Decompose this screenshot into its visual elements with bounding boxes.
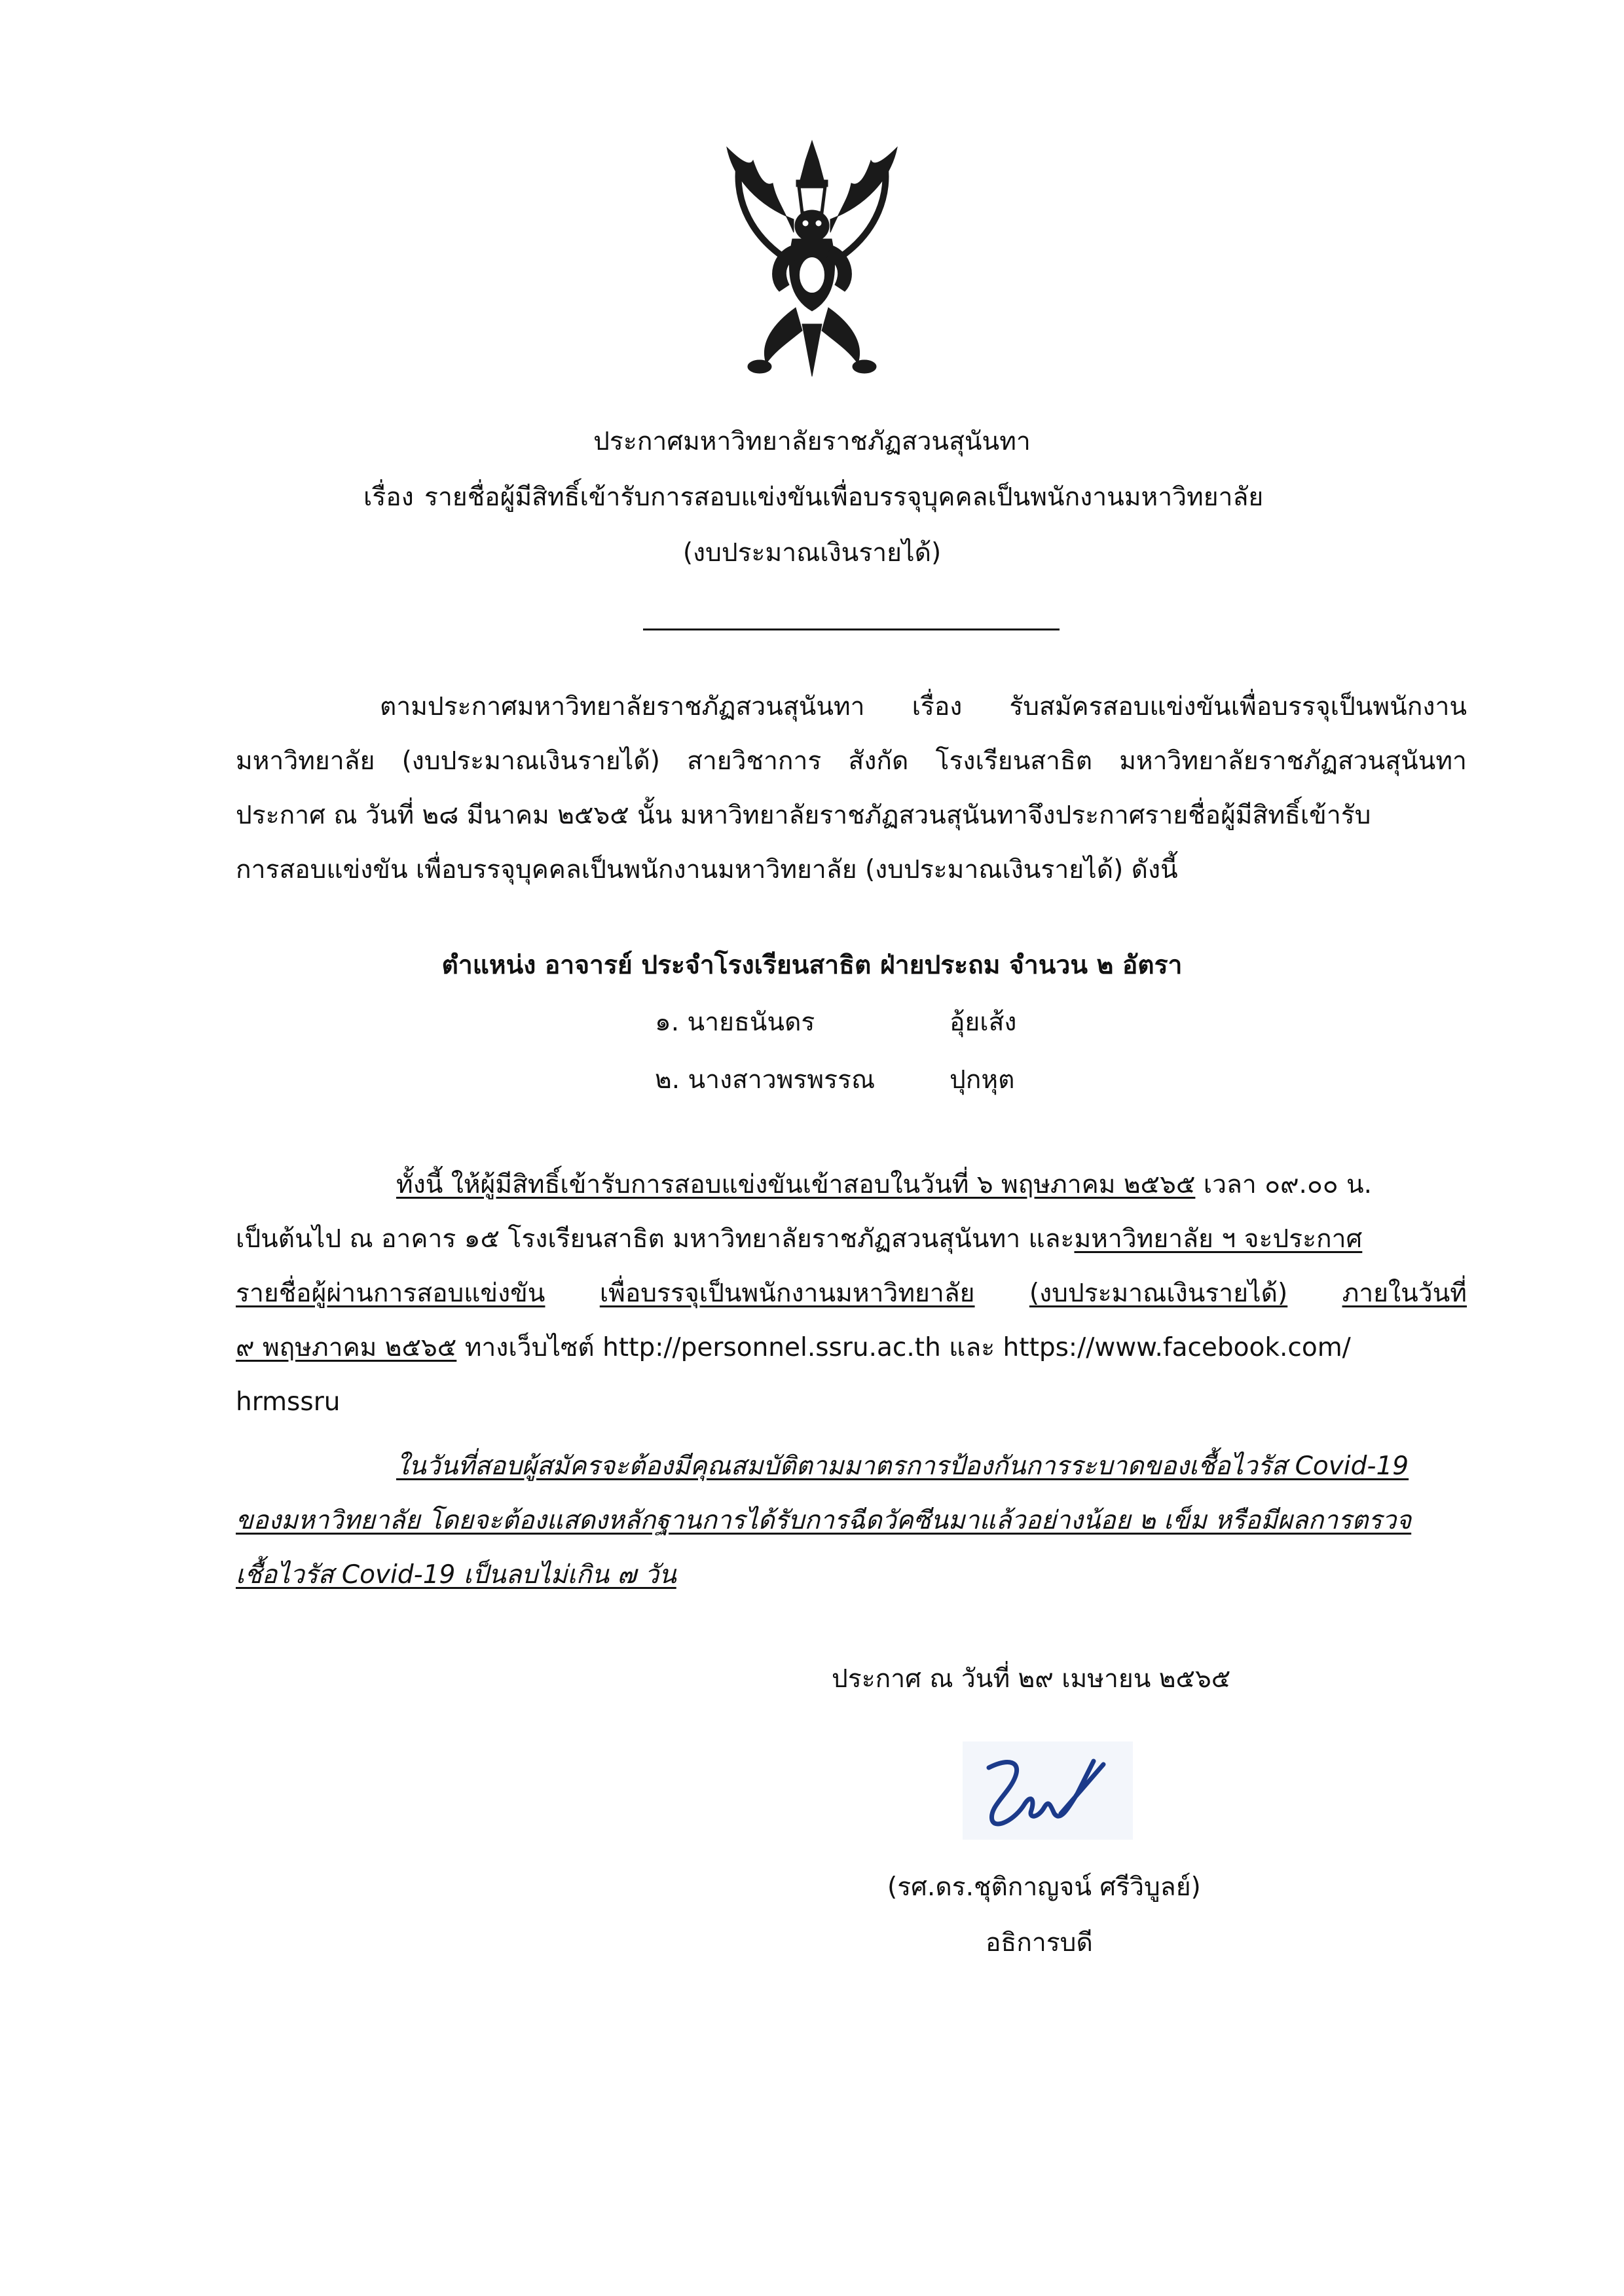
candidate-name: ๒. นางสาวพรพรรณ [655, 1065, 876, 1095]
candidate-surname: อุ้ยเส้ง [950, 1008, 1017, 1037]
details-line-4 [236, 1335, 1351, 1360]
intro-line-3: ประกาศ ณ วันที่ ๒๘ มีนาคม ๒๕๖๕ นั้น มหาวิทยาลัยราชภัฏสวนสุนันทาจึงประกาศรายชื่อผู้มีสิทธิ์เข้ารับ [236, 801, 1371, 830]
intro-text: มหาวิทยาลัย [236, 746, 375, 776]
subject-text: รายชื่อผู้มีสิทธิ์เข้ารับการสอบแข่งขันเพื่อบรรจุบุคคลเป็นพนักงานมหาวิทยาลัย [424, 483, 1264, 512]
handwritten-signature-icon [963, 1741, 1133, 1840]
signatory-title: อธิการบดี [986, 1928, 1093, 1958]
details-line-1 [396, 1172, 1372, 1197]
venue-text: เป็นต้นไป ณ อาคาร ๑๕ โรงเรียนสาธิต มหาวิทยาลัยราชภัฏสวนสุนันทา และ [236, 1224, 1075, 1254]
details-text: รายชื่อผู้ผ่านการสอบแข่งขัน [236, 1279, 545, 1308]
header-divider [643, 629, 1060, 630]
intro-text: เรื่อง [912, 692, 963, 721]
website-text: ทางเว็บไซต์ http://personnel.ssru.ac.th และ https://www.facebook.com/ [464, 1333, 1351, 1362]
subject-label: เรื่อง [363, 483, 414, 512]
intro-text: รับสมัครสอบแข่งขันเพื่อบรรจุเป็นพนักงาน [1009, 692, 1467, 721]
covid-line-1: ในวันที่สอบผู้สมัครจะต้องมีคุณสมบัติตามมาตรการป้องกันการระบาดของเชื้อไวรัส Covid-19 [396, 1451, 1409, 1481]
details-text: (งบประมาณเงินรายได้) [1029, 1279, 1288, 1308]
announcement-date: ประกาศ ณ วันที่ ๒๙ เมษายน ๒๕๖๕ [832, 1664, 1231, 1694]
details-text: ภายในวันที่ [1342, 1279, 1467, 1308]
details-text: เพื่อบรรจุเป็นพนักงานมหาวิทยาลัย [599, 1279, 975, 1308]
candidate-name: ๑. นายธนันดร [655, 1008, 815, 1037]
intro-line-4: การสอบแข่งขัน เพื่อบรรจุบุคคลเป็นพนักงานมหาวิทยาลัย (งบประมาณเงินรายได้) ดังนี้ [236, 855, 1178, 884]
details-line-5: hrmssru [236, 1387, 341, 1417]
covid-line-3: เชื้อไวรัส Covid-19 เป็นลบไม่เกิน ๗ วัน [236, 1560, 676, 1590]
budget-note: (งบประมาณเงินรายได้) [682, 538, 942, 568]
intro-text: (งบประมาณเงินรายได้) [401, 746, 660, 776]
intro-text: มหาวิทยาลัยราชภัฏสวนสุนันทา [1119, 746, 1467, 776]
intro-line-1 [380, 694, 1467, 720]
signatory-name: (รศ.ดร.ชุติกาญจน์ ศรีวิบูลย์) [887, 1872, 1201, 1902]
intro-line-2 [236, 748, 1467, 774]
result-date-text: ๙ พฤษภาคม ๒๕๖๕ [236, 1333, 457, 1362]
intro-text: สังกัด [848, 746, 909, 776]
announce-note: มหาวิทยาลัย ฯ จะประกาศ [1074, 1224, 1363, 1254]
exam-date-text: ทั้งนี้ ให้ผู้มีสิทธิ์เข้ารับการสอบแข่งขันเข้าสอบในวันที่ ๖ พฤษภาคม ๒๕๖๕ [396, 1170, 1196, 1199]
intro-text: โรงเรียนสาธิต [935, 746, 1093, 776]
details-line-3 [236, 1281, 1467, 1306]
details-line-2 [236, 1226, 1362, 1252]
candidate-surname: ปุกหุต [950, 1065, 1015, 1095]
intro-text: สายวิชาการ [687, 746, 822, 776]
garuda-emblem-icon [714, 134, 910, 390]
intro-text: ตามประกาศมหาวิทยาลัยราชภัฏสวนสุนันทา [380, 692, 865, 721]
announcement-title: ประกาศมหาวิทยาลัยราชภัฏสวนสุนันทา [593, 427, 1031, 456]
covid-line-2: ของมหาวิทยาลัย โดยจะต้องแสดงหลักฐานการได้รับการฉีดวัคซีนมาแล้วอย่างน้อย ๒ เข็ม หรือมีผลการตรวจ [236, 1506, 1412, 1535]
position-title: ตำแหน่ง อาจารย์ ประจำโรงเรียนสาธิต ฝ่ายประถม จำนวน ๒ อัตรา [441, 951, 1183, 980]
exam-time-text: เวลา ๐๙.๐๐ น. [1203, 1170, 1373, 1199]
